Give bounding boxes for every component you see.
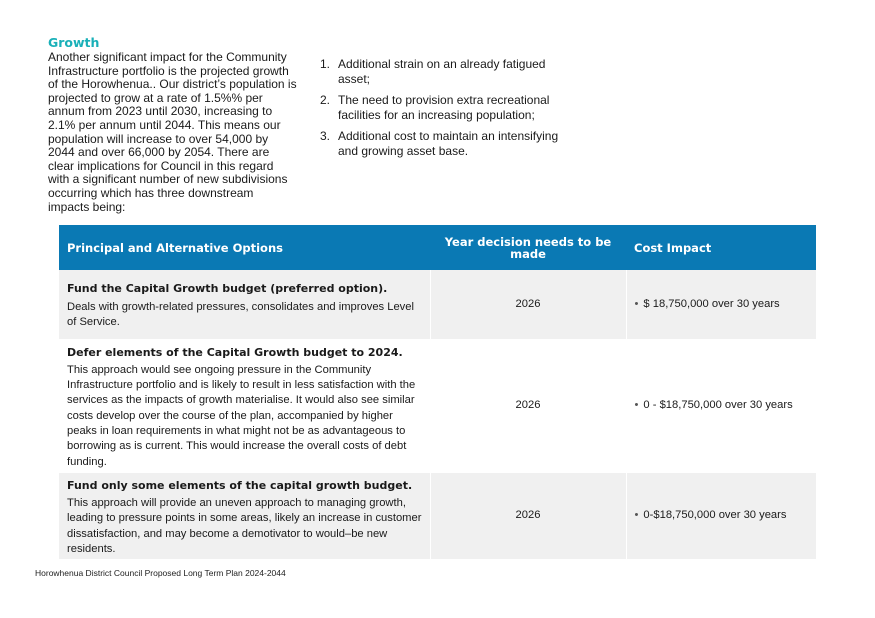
table-header-row [59,225,816,270]
cost-value: 0 - $18,750,000 over 30 years [643,399,793,412]
option-description: This approach would see ongoing pressure in the Community Infrastructure portfolio and is likely to result in less satisfaction with the services as the impacts of growth materialise. It would also see similar costs develop over the course of the plan, accompanied by higher peaks in loan requirements in what might not be as advantageous to borrowing as is current. This would increase the overall costs of debt funding. [67,363,416,468]
list-number: 1. [320,57,331,71]
cost-cell [626,339,816,472]
year-cell: 2026 [430,270,626,339]
option-title: Fund the Capital Growth budget (preferred option). [67,282,388,296]
table-row [59,339,816,472]
cost-cell [626,270,816,339]
list-number: 3. [320,129,331,143]
intro-paragraph: Another significant impact for the Community Infrastructure portfolio is the projected growth of the Horowhenua.. Our district’s population is projected to grow at a rate of 1.5%% per annum from 2023 until 2030, increasing to 2.1% per annum until 2044. This means our population will increase to over 54,000 by 2044 and over 66,000 by 2054. There are clear implications for Council in this regard with a significant number of new subdivisions occurring which has three downstream impacts being: [48,50,297,214]
option-description: Deals with growth-related pressures, consolidates and improves Level of Service. [67,300,414,328]
year-cell: 2026 [430,472,626,559]
list-item [320,93,560,123]
list-text: The need to provision extra recreational facilities for an increasing population; [338,93,550,122]
header-cost: Cost Impact [626,225,816,270]
table-row [59,472,816,559]
option-cell [59,339,430,472]
option-cell [59,270,430,339]
list-text: Additional strain on an already fatigued asset; [338,57,546,86]
list-item [320,129,560,159]
section-heading: Growth [48,35,100,50]
impact-list [320,57,560,165]
table-row [59,270,816,339]
cost-value: 0-$18,750,000 over 30 years [643,509,787,522]
list-number: 2. [320,93,331,107]
cost-cell [626,472,816,559]
cost-value: $ 18,750,000 over 30 years [643,297,780,310]
option-description: This approach will provide an uneven approach to managing growth, leading to pressure points in some areas, likely an increase in customer dissatisfaction, and may become a demotivator to would–be new residents. [67,497,422,556]
list-text: Additional cost to maintain an intensifying and growing asset base. [338,129,559,158]
bullet-icon: • [634,399,639,412]
options-table [59,225,817,560]
bullet-icon: • [634,297,639,310]
option-cell [59,472,430,559]
header-options: Principal and Alternative Options [59,225,430,270]
page-footer: Horowhenua District Council Proposed Long Term Plan 2024-2044 [35,568,286,578]
bullet-icon: • [634,509,639,522]
list-item [320,57,560,87]
year-cell: 2026 [430,339,626,472]
header-year: Year decision needs to be made [430,225,626,270]
option-title: Defer elements of the Capital Growth budget to 2024. [67,345,403,359]
option-title: Fund only some elements of the capital growth budget. [67,478,413,492]
